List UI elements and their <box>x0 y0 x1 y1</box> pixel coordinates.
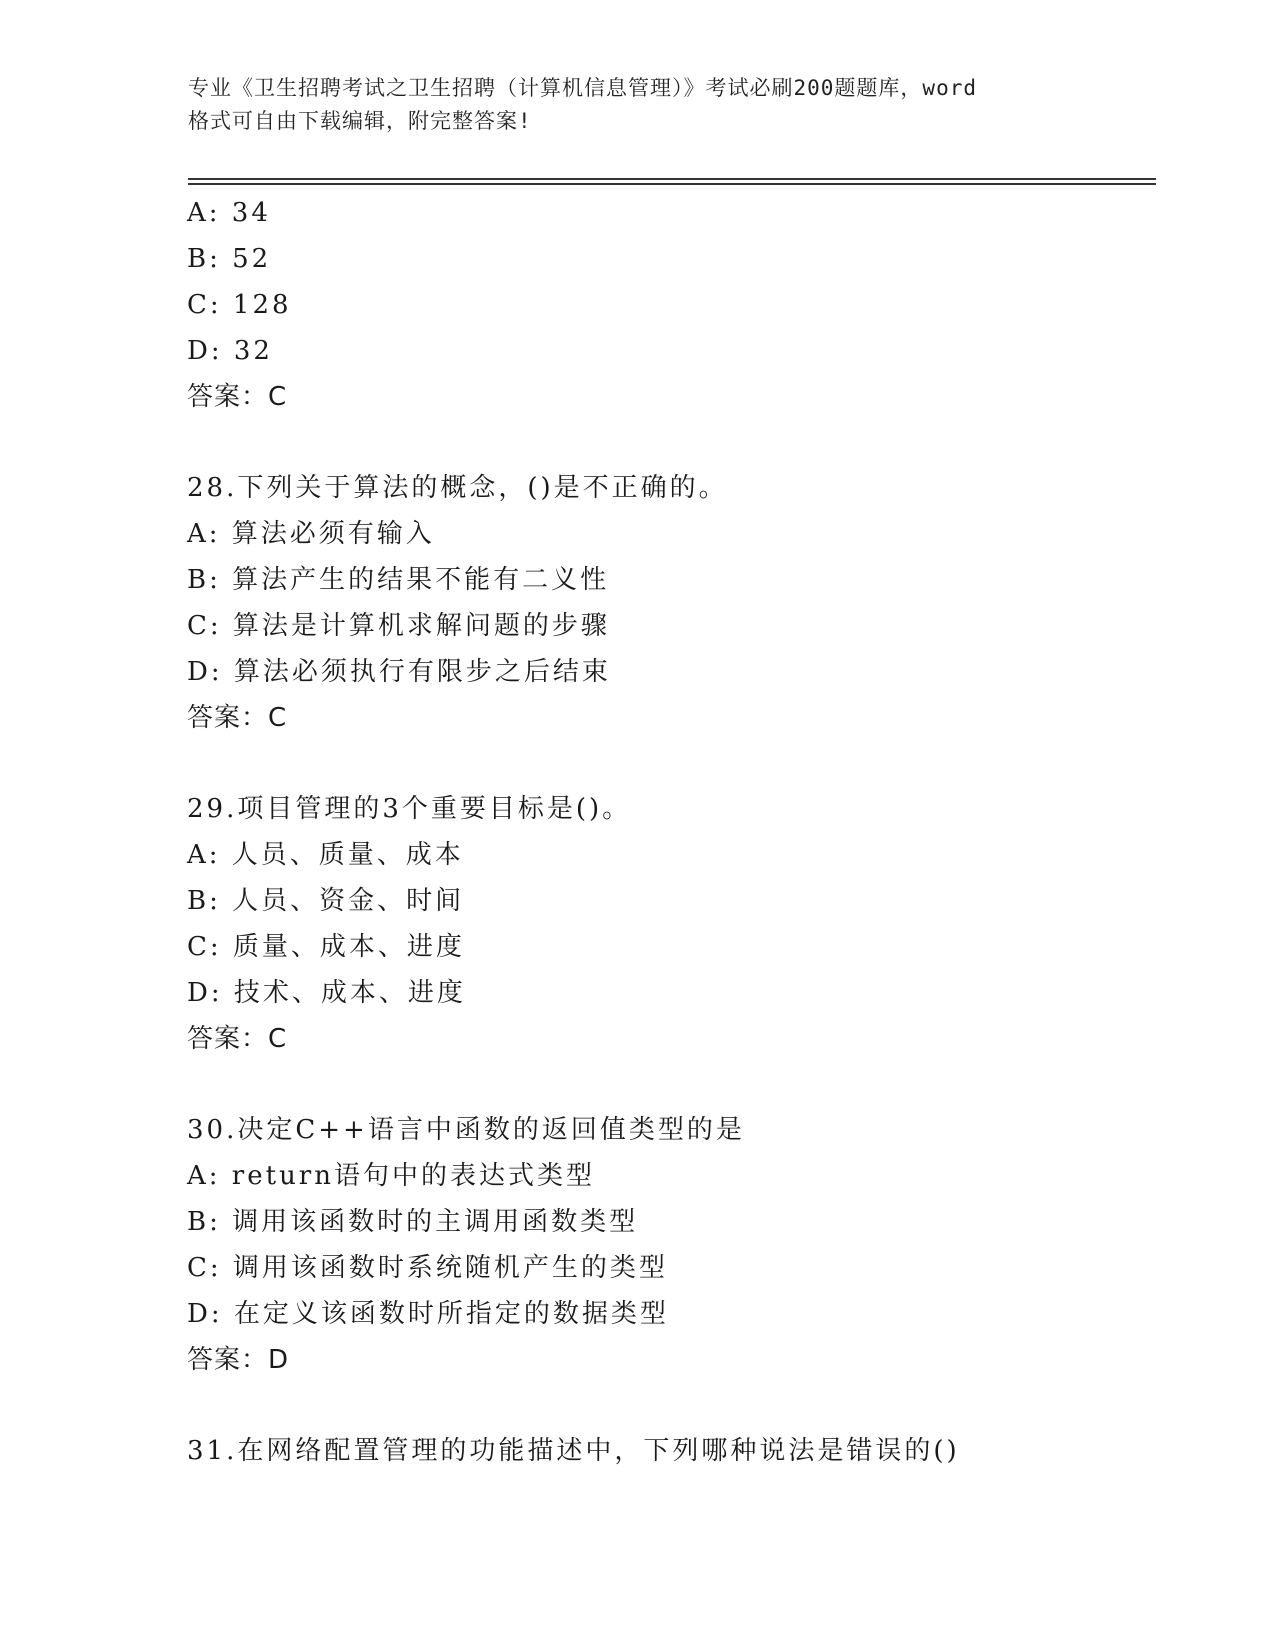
question-31-block <box>187 1428 1155 1474</box>
header-line-2: 格式可自由下载编辑，附完整答案! <box>188 109 532 133</box>
question-text: 30.决定C++语言中函数的返回值类型的是 <box>187 1115 745 1145</box>
question-text: 29.项目管理的3个重要目标是()。 <box>187 794 632 824</box>
option-b: B: 调用该函数时的主调用函数类型 <box>187 1207 639 1237</box>
option-d: D: 技术、成本、进度 <box>187 978 466 1008</box>
option-d: D: 在定义该函数时所指定的数据类型 <box>187 1299 669 1329</box>
spacer <box>187 420 1155 465</box>
question-text: 31.在网络配置管理的功能描述中，下列哪种说法是错误的() <box>187 1436 960 1466</box>
question-28-block <box>187 465 1155 741</box>
option-d: D: 32 <box>187 336 273 366</box>
document-header <box>188 72 1088 138</box>
option-a: A: 34 <box>187 198 271 228</box>
option-a: A: 人员、质量、成本 <box>187 840 464 870</box>
question-29-block <box>187 786 1155 1062</box>
answer: 答案：C <box>187 1024 288 1054</box>
answer: 答案：C <box>187 703 288 733</box>
header-divider-bottom <box>188 183 1156 185</box>
header-divider-top <box>188 178 1156 180</box>
question-text: 28.下列关于算法的概念，()是不正确的。 <box>187 473 728 503</box>
option-a: A: 算法必须有输入 <box>187 519 435 549</box>
option-c: C: 128 <box>187 290 292 320</box>
spacer <box>187 1062 1155 1107</box>
spacer <box>187 1383 1155 1428</box>
option-b: B: 人员、资金、时间 <box>187 886 465 916</box>
option-a: A: return语句中的表达式类型 <box>187 1161 595 1191</box>
question-30-block <box>187 1107 1155 1383</box>
answer: 答案：D <box>187 1345 290 1375</box>
spacer <box>187 741 1155 786</box>
answer: 答案：C <box>187 382 288 412</box>
question-list <box>187 190 1155 1474</box>
question-27-block <box>187 190 1155 420</box>
option-b: B: 52 <box>187 244 272 274</box>
option-b: B: 算法产生的结果不能有二义性 <box>187 565 610 595</box>
header-line-1: 专业《卫生招聘考试之卫生招聘（计算机信息管理）》考试必刷200题题库，word <box>188 76 977 100</box>
option-c: C: 调用该函数时系统随机产生的类型 <box>187 1253 668 1283</box>
option-c: C: 算法是计算机求解问题的步骤 <box>187 611 610 641</box>
option-d: D: 算法必须执行有限步之后结束 <box>187 657 611 687</box>
option-c: C: 质量、成本、进度 <box>187 932 465 962</box>
